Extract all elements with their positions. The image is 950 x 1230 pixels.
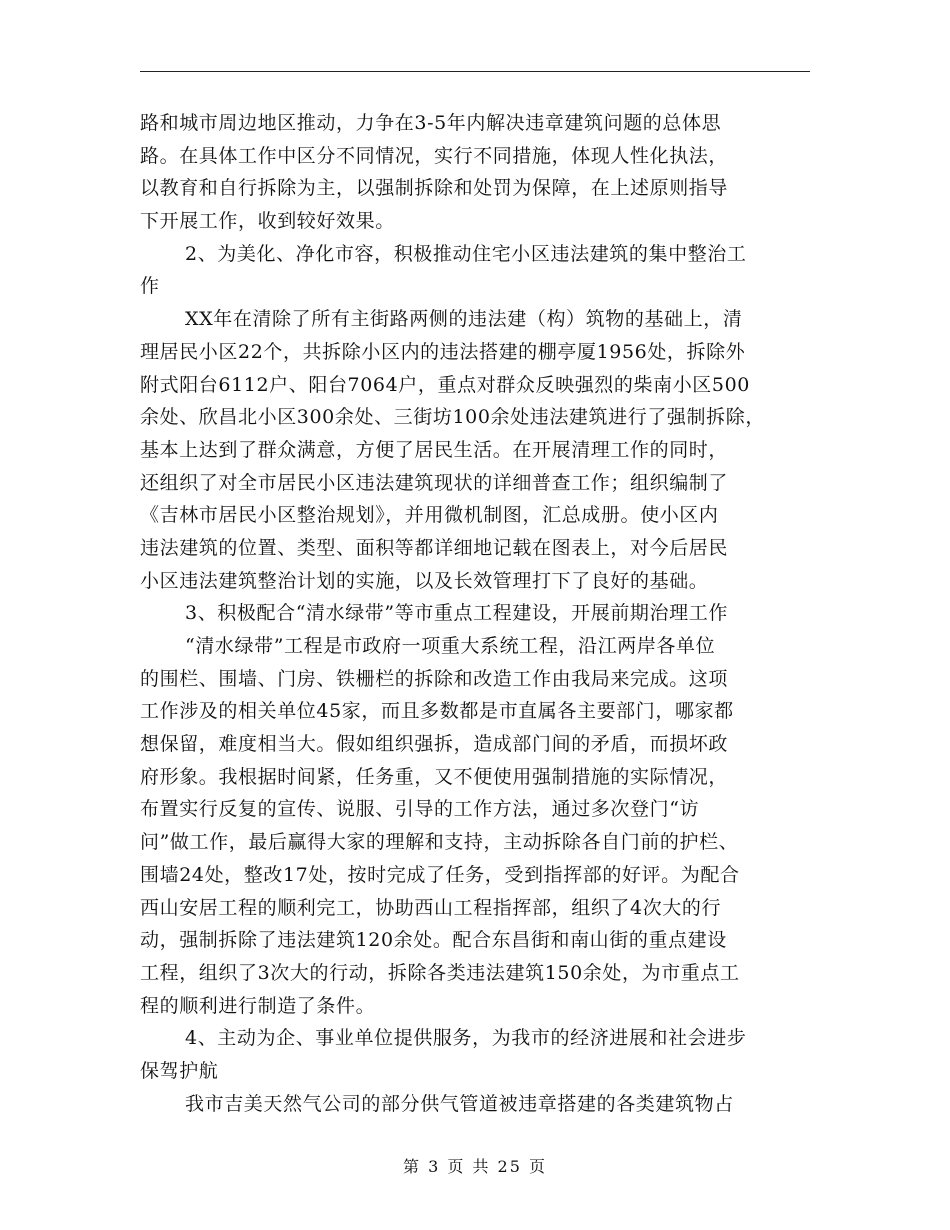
text-line: 余处、欣昌北小区300余处、三街坊100余处违法建筑进行了强制拆除， [140,406,765,429]
text-line: 2、为美化、净化市容，积极推动住宅小区违法建筑的集中整治工 [185,242,747,265]
text-line: 府形象。我根据时间紧，任务重，又不便使用强制措施的实际情况， [140,765,729,788]
text-line: 我市吉美天然气公司的部分供气管道被违章搭建的各类建筑物占 [185,1092,734,1115]
text-line: 下开展工作，收到较好效果。 [140,210,395,233]
text-line: 附式阳台6112户、阳台7064户，重点对群众反映强烈的柴南小区500 [140,373,750,396]
text-line: 以教育和自行拆除为主，以强制拆除和处罚为保障，在上述原则指导 [140,177,729,200]
text-line: 基本上达到了群众满意，方便了居民生活。在开展清理工作的同时， [140,438,729,461]
section-heading-4 [140,1022,820,1087]
text-line: 动，强制拆除了违法建筑120余处。配合东昌街和南山街的重点建设 [140,929,727,952]
text-line: 4、主动为企、事业单位提供服务，为我市的经济进展和社会进步 [185,1027,747,1050]
text-line: 想保留，难度相当大。假如组织强拆，造成部门间的矛盾，而损坏政 [140,733,729,756]
text-line: 违法建筑的位置、类型、面积等都详细地记载在图表上，对今后居民 [140,536,729,559]
text-line: 保驾护航 [140,1059,219,1082]
text-line: 3、积极配合“清水绿带”等市重点工程建设，开展前期治理工作 [185,602,728,625]
text-line: 路和城市周边地区推动，力争在3-5年内解决违章建筑问题的总体思 [140,112,722,134]
text-line: 路。在具体工作中区分不同情况，实行不同措施，体现人性化执法， [140,144,729,167]
text-line: 的围栏、围墙、门房、铁栅栏的拆除和改造工作由我局来完成。这项 [140,667,729,690]
page-number-footer: 第 3 页 共 25 页 [403,1157,547,1176]
text-line: 问”做工作，最后赢得大家的理解和支持，主动拆除各自门前的护栏、 [140,831,739,854]
text-line: 工程，组织了3次大的行动，拆除各类违法建筑150余处，为市重点工 [140,961,740,984]
text-line: 作 [140,275,160,298]
paragraph [140,630,820,1022]
text-line: 理居民小区22个，共拆除小区内的违法搭建的棚亭厦1956处，拆除外 [140,340,746,363]
text-line: XX年在清除了所有主街路两侧的违法建（构）筑物的基础上，清 [185,308,743,331]
text-line: 西山安居工程的顺利完工，协助西山工程指挥部，组织了4次大的行 [140,896,722,919]
paragraph [140,303,820,597]
paragraph [140,1088,820,1121]
header-rule [140,71,810,72]
paragraph [140,107,820,238]
text-line: 小区违法建筑整治计划的实施，以及长效管理打下了良好的基础。 [140,569,709,592]
section-heading-2 [140,238,820,303]
text-line: 《吉林市居民小区整治规划》，并用微机制图，汇总成册。使小区内 [140,504,719,527]
document-body [140,107,820,1120]
text-line: “清水绿带”工程是市政府一项重大系统工程，沿江两岸各单位 [185,635,716,657]
text-line: 布置实行反复的宣传、说服、引导的工作方法，通过多次登门“访 [140,798,700,821]
text-line: 围墙24处，整改17处，按时完成了任务，受到指挥部的好评。为配合 [140,863,740,886]
text-line: 工作涉及的相关单位45家，而且多数都是市直属各主要部门，哪家都 [140,700,734,723]
text-line: 还组织了对全市居民小区违法建筑现状的详细普查工作；组织编制了 [140,471,729,494]
text-line: 程的顺利进行制造了条件。 [140,994,376,1017]
section-heading-3 [140,597,820,630]
